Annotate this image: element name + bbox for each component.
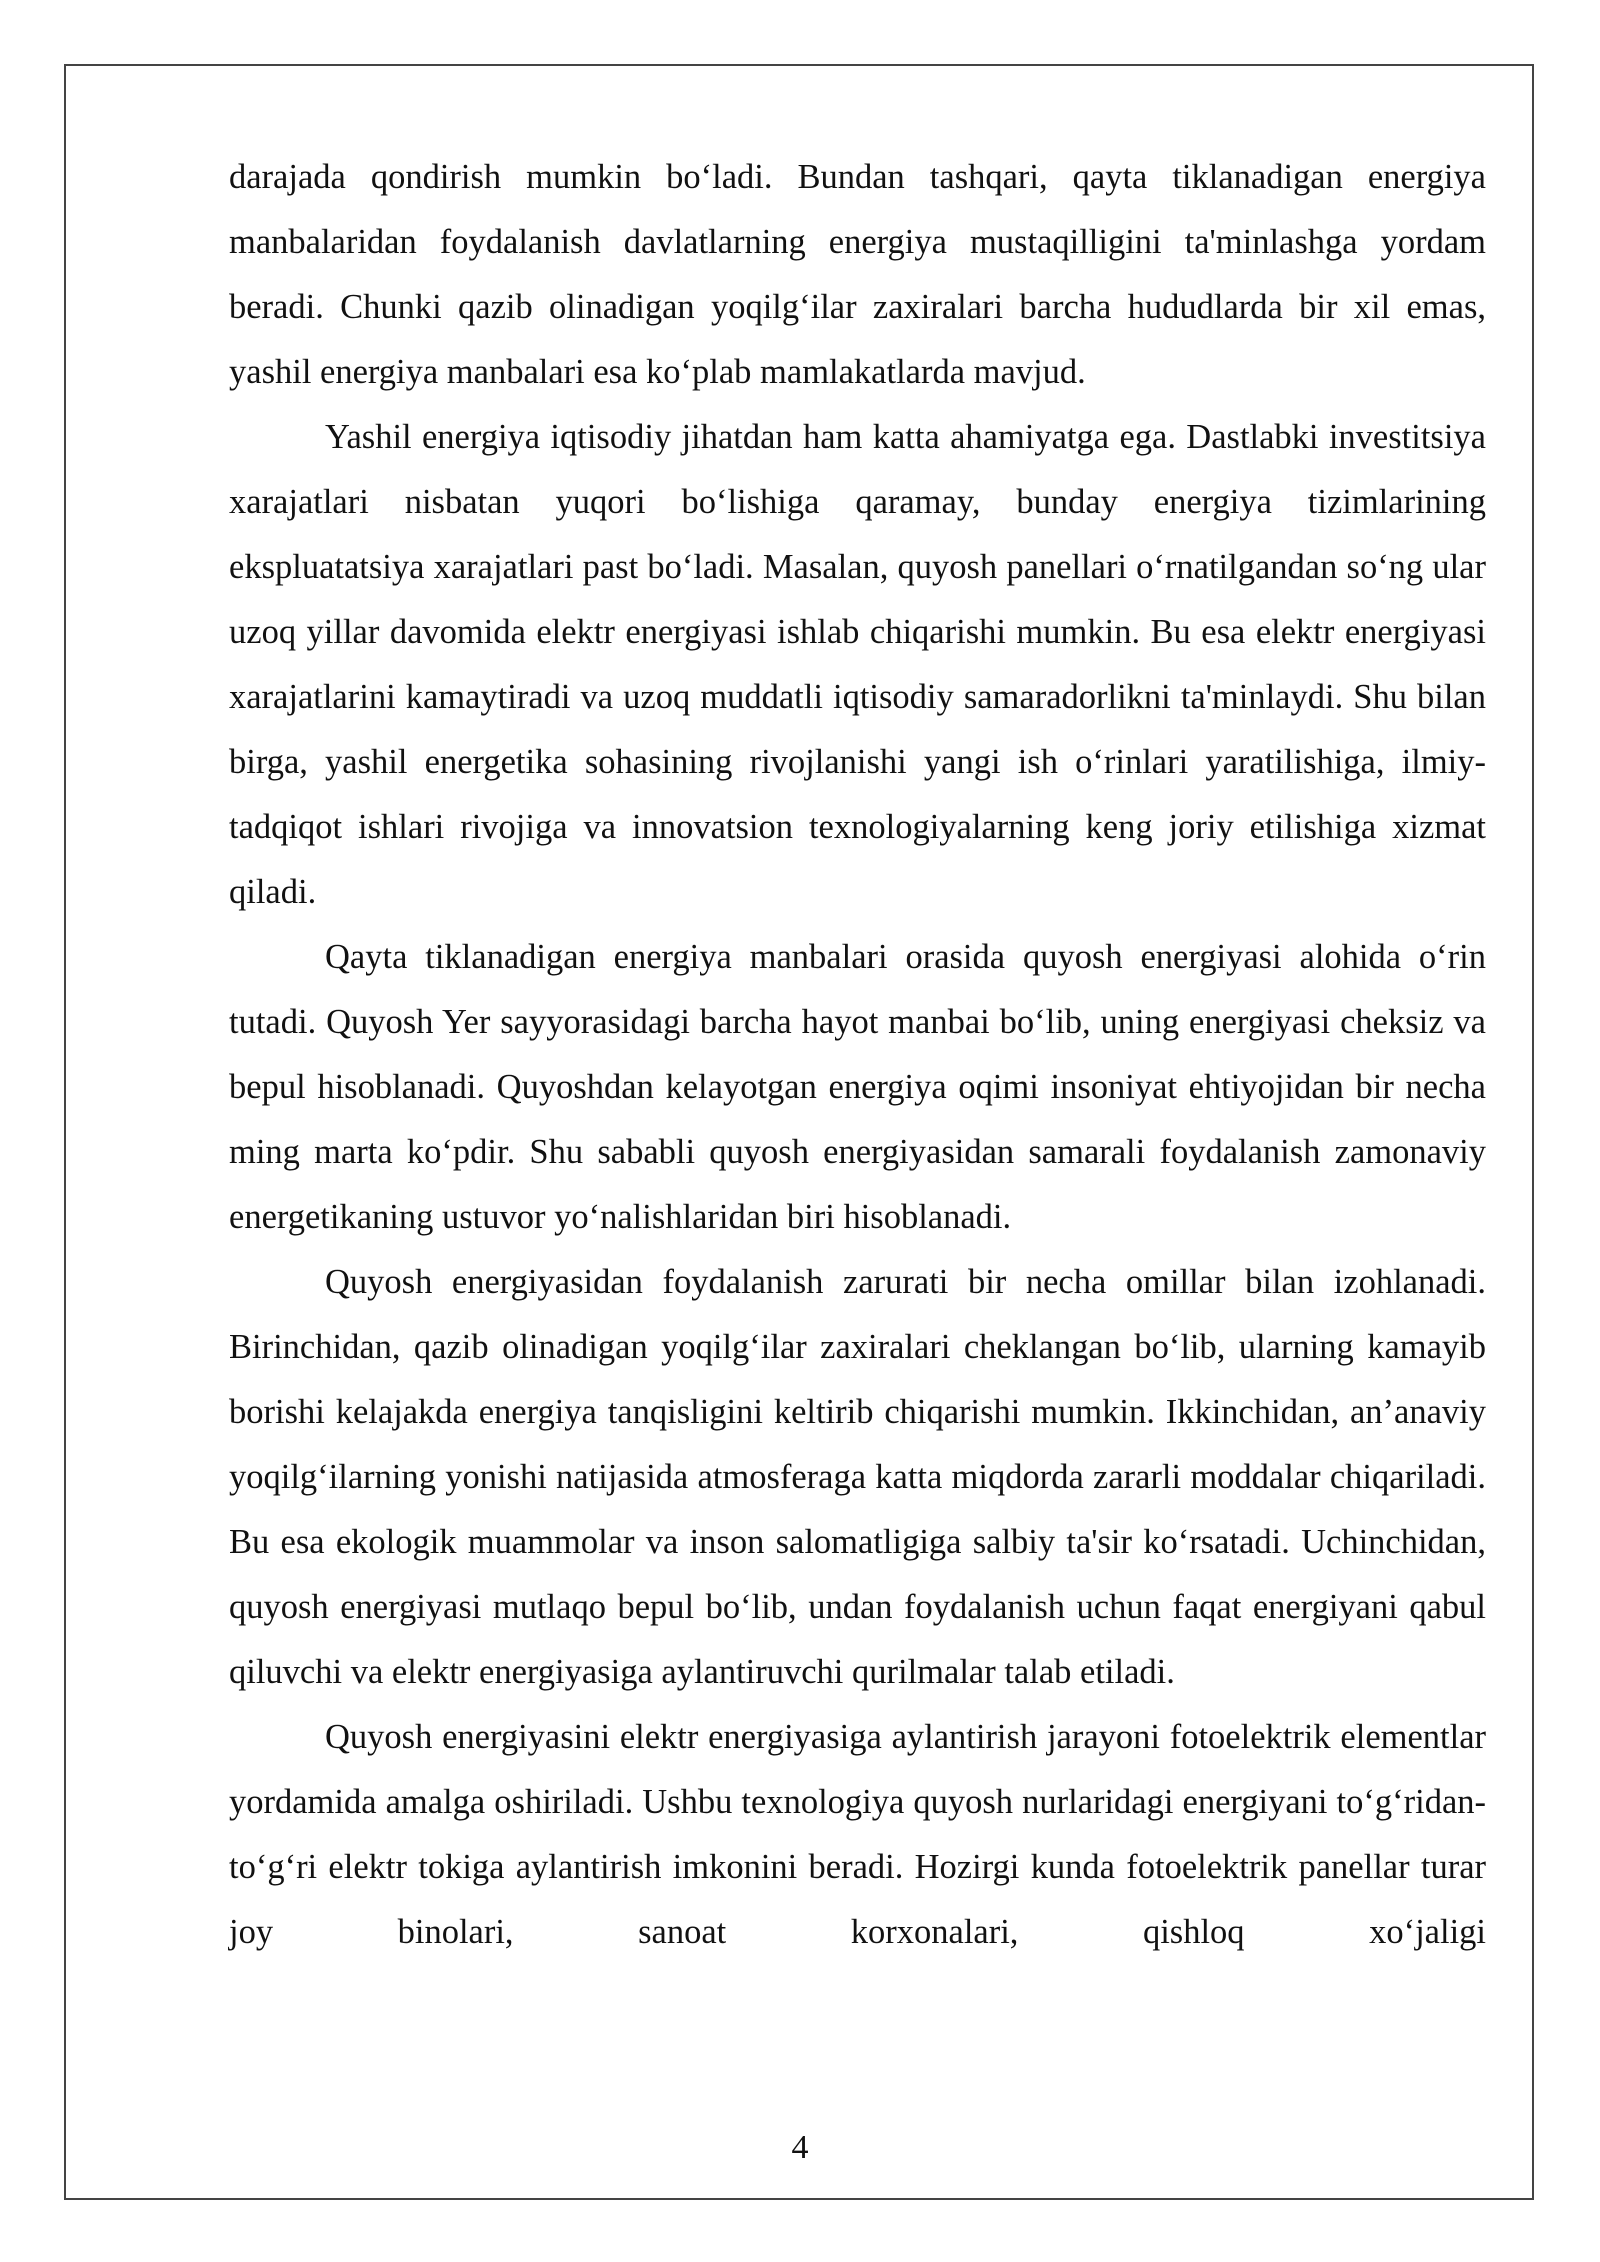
paragraph-1: darajada qondirish mumkin bo‘ladi. Bundan tashqari, qayta tiklanadigan energiya manbalaridan foydalanish davlatlarning energiya mustaqilligini ta'minlashga yordam beradi. Chunki qazib olinadigan yoqilg‘ilar zaxiralari barcha hududlarda bir xil emas, yashil energiya manbalari esa ko‘plab mamlakatlarda mavjud. [229, 158, 1486, 391]
paragraph-3: Qayta tiklanadigan energiya manbalari orasida quyosh energiyasi alohida o‘rin tutadi. Quyosh Yer sayyorasidagi barcha hayot manbai bo‘lib, uning energiyasi cheksiz va bepul hisoblanadi. Quyoshdan kelayotgan energiya oqimi insoniyat ehtiyojidan bir necha ming marta ko‘pdir. Shu sababli quyosh energiyasidan samarali foydalanish zamonaviy energetikaning ustuvor yo‘nalishlaridan biri hisoblanadi. [229, 938, 1486, 1236]
page-number: 4 [791, 2129, 809, 2166]
body-text [229, 145, 1486, 1965]
paragraph-4: Quyosh energiyasidan foydalanish zarurati bir necha omillar bilan izohlanadi. Birinchidan, qazib olinadigan yoqilg‘ilar zaxiralari cheklangan bo‘lib, ularning kamayib borishi kelajakda energiya tanqisligini keltirib chiqarishi mumkin. Ikkinchidan, an’anaviy yoqilg‘ilarning yonishi natijasida atmosferaga katta miqdorda zararli moddalar chiqariladi. Bu esa ekologik muammolar va inson salomatligiga salbiy ta'sir ko‘rsatadi. Uchinchidan, quyosh energiyasi mutlaqo bepul bo‘lib, undan foydalanish uchun faqat energiyani qabul qiluvchi va elektr energiyasiga aylantiruvchi qurilmalar talab etiladi. [229, 1263, 1486, 1691]
paragraph-5: Quyosh energiyasini elektr energiyasiga aylantirish jarayoni fotoelektrik elementlar yordamida amalga oshiriladi. Ushbu texnologiya quyosh nurlaridagi energiyani to‘g‘ridan-to‘g‘ri elektr tokiga aylantirish imkonini beradi. Hozirgi kunda fotoelektrik panellar turar joy binolari, sanoat korxonalari, qishloq xo‘jaligi [229, 1718, 1486, 1951]
paragraph-2: Yashil energiya iqtisodiy jihatdan ham katta ahamiyatga ega. Dastlabki investitsiya xarajatlari nisbatan yuqori bo‘lishiga qaramay, bunday energiya tizimlarining ekspluatatsiya xarajatlari past bo‘ladi. Masalan, quyosh panellari o‘rnatilgandan so‘ng ular uzoq yillar davomida elektr energiyasi ishlab chiqarishi mumkin. Bu esa elektr energiyasi xarajatlarini kamaytiradi va uzoq muddatli iqtisodiy samaradorlikni ta'minlaydi. Shu bilan birga, yashil energetika sohasining rivojlanishi yangi ish o‘rinlari yaratilishiga, ilmiy-tadqiqot ishlari rivojiga va innovatsion texnologiyalarning keng joriy etilishiga xizmat qiladi. [229, 418, 1486, 911]
